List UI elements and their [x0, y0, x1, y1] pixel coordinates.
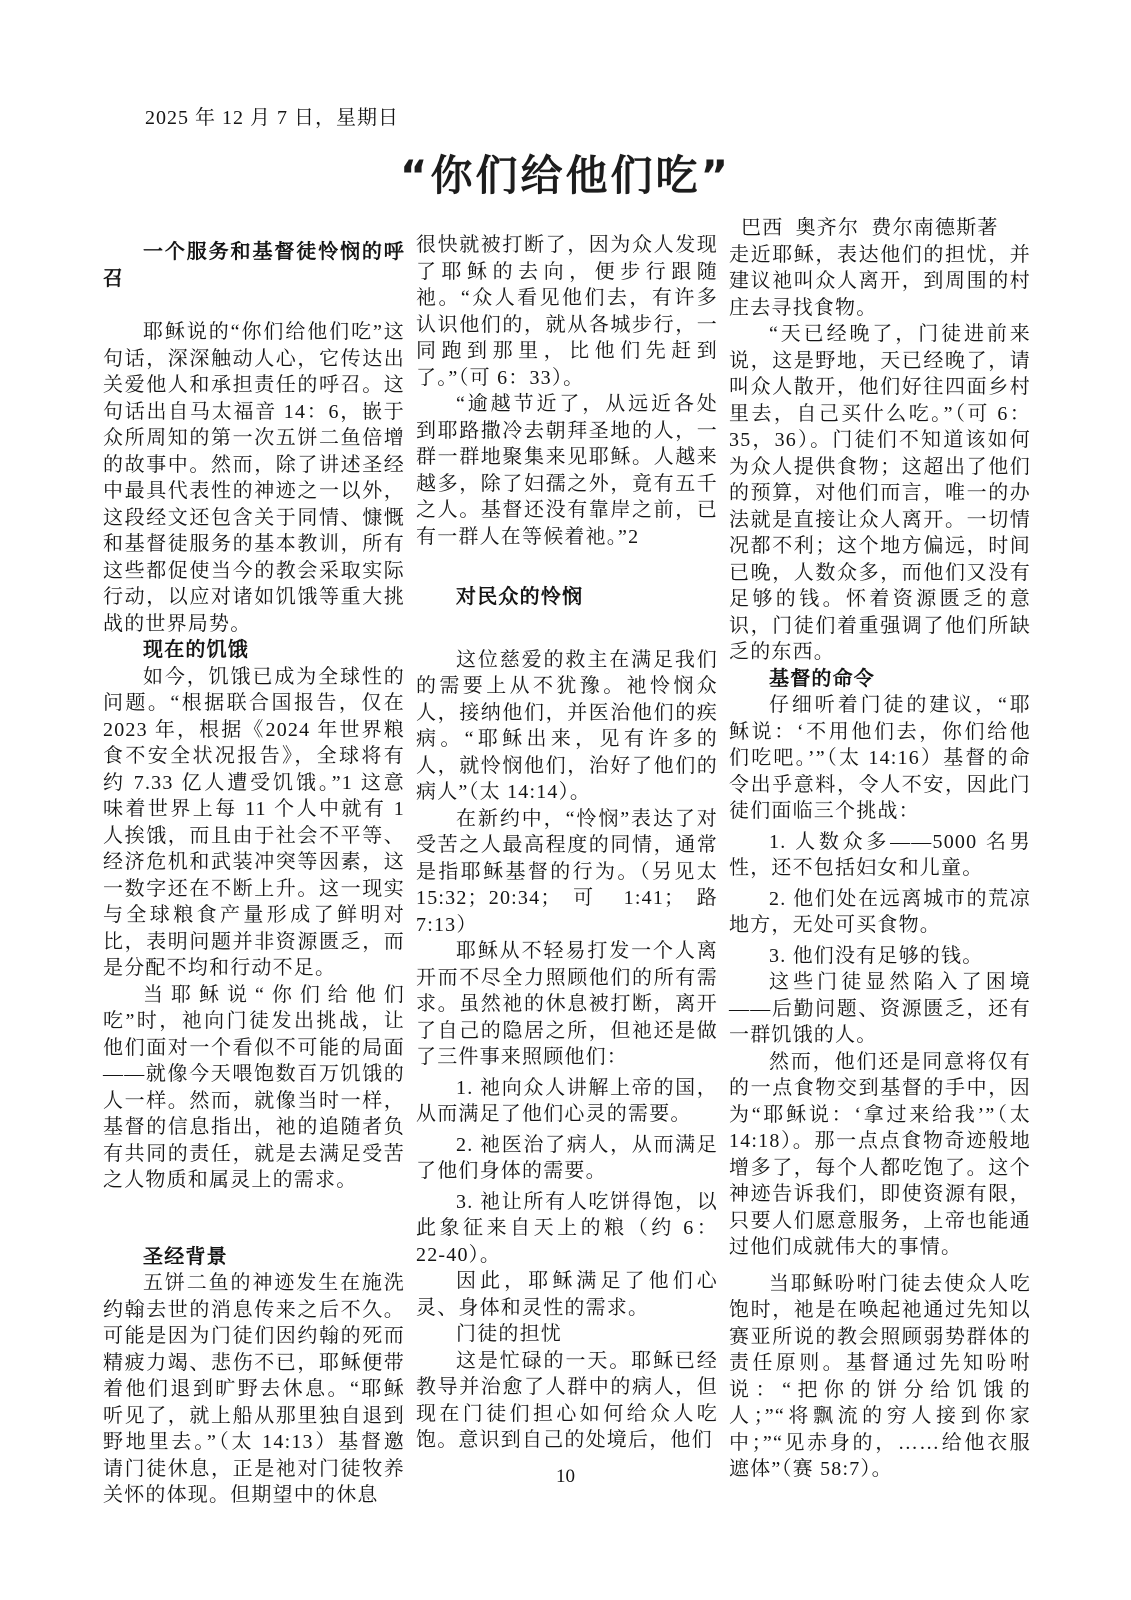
paragraph: 耶稣从不轻易打发一个人离开而不尽全力照顾他们的所有需求。虽然祂的休息被打断，离开了自己的隐居之所，但祂还是做了三件事来照顾他们： [416, 940, 718, 1068]
section-heading: 基督的命令 [769, 667, 875, 690]
section-heading: 现在的饥饿 [143, 639, 249, 661]
article-title: “你们给他们吃” [399, 151, 732, 200]
paragraph: 仔细听着门徒的建议，“耶稣说：‘不用他们去，你们给他们吃吧。’”（太 14:16）基督的命令出乎意料，令人不安，因此门徒们面临三个挑战： [729, 694, 1031, 822]
paragraph: 当耶稣说“你们给他们吃”时，祂向门徒发出挑战，让他们面对一个看似不可能的局面——就像今天喂饱数百万饥饿的人一样。然而，就像当时一样，基督的信息指出，祂的追随者负有共同的责任，就是去满足受苦之人物质和属灵上的需求。 [103, 983, 405, 1191]
numbered-item: 2. 祂医治了病人，从而满足了他们身体的需要。 [416, 1133, 718, 1182]
section-heading: 对民众的怜悯 [456, 586, 584, 608]
paragraph: 如今，饥饿已成为全球性的问题。“根据联合国报告，仅在 2023 年，根据《2024 年世界粮食不安全状况报告》，全球将有约 7.33 亿人遭受饥饿。”1 这意味着世界上每 11 个人中就有 1 人挨饿，而且由于社会不平等、经济危机和武装冲突等因素，这一数字还在不断上升。这一现实与全球粮食产量形成了鲜明对比，表明问题并非资源匮乏，而是分配不均和行动不足。 [103, 665, 405, 979]
paragraph: 当耶稣吩咐门徒去使众人吃饱时，祂是在唤起祂通过先知以赛亚所说的教会照顾弱势群体的责任原则。基督通过先知吩咐说：“把你的饼分给饥饿的人；”“将飘流的穷人接到你家中；”“见赤身的，……给他衣服遮体”（赛 58:7）。 [729, 1272, 1031, 1480]
numbered-item: 3. 祂让所有人吃饼得饱，以此象征来自天上的粮（约 6：22-40）。 [416, 1190, 718, 1266]
paragraph: “逾越节近了，从远近各处到耶路撒冷去朝拜圣地的人，一群一群地聚集来见耶稣。人越来越多，除了妇孺之外，竟有五千之人。基督还没有靠岸之前，已有一群人在等候着祂。”2 [416, 393, 718, 548]
paragraph: 这是忙碌的一天。耶稣已经教导并治愈了人群中的病人，但现在门徒们担心如何给众人吃饱。意识到自己的处境后，他们 [416, 1349, 718, 1451]
article-column-1 [103, 215, 405, 1509]
document-date: 2025 年 12 月 7 日，星期日 [145, 107, 399, 129]
article-column-2 [416, 215, 718, 1454]
article-body [103, 215, 1030, 1509]
paragraph: 耶稣说的“你们给他们吃”这句话，深深触动人心，它传达出关爱他人和承担责任的呼召。这句话出自马太福音 14：6，嵌于众所周知的第一次五饼二鱼倍增的故事中。然而，除了讲述圣经中最具代表性的神迹之一以外，这段经文还包含关于同情、慷慨和基督徒服务的基本教训，所有这些都促使当今的教会采取实际行动，以应对诸如饥饿等重大挑战的世界局势。 [103, 321, 405, 635]
numbered-item: 1. 祂向众人讲解上帝的国，从而满足了他们心灵的需要。 [416, 1076, 718, 1125]
page-number: 10 [556, 1466, 575, 1487]
numbered-item: 2. 他们处在远离城市的荒凉地方，无处可买食物。 [729, 887, 1031, 936]
paragraph: 这些门徒显然陷入了困境——后勤问题、资源匮乏，还有一群饥饿的人。 [729, 971, 1031, 1046]
numbered-item: 3. 他们没有足够的钱。 [769, 944, 984, 967]
article-column-3 [729, 215, 1031, 1483]
section-heading: 一个服务和基督徒怜悯的呼召 [103, 241, 405, 290]
paragraph: 走近耶稣，表达他们的担忧，并建议祂叫众人离开，到周围的村庄去寻找食物。 [729, 243, 1031, 319]
paragraph: 在新约中，“怜悯”表达了对受苦之人最高程度的同情，通常是指耶稣基督的行为。（另见太 15:32；20:34；可 1:41；路 7:13） [416, 807, 718, 936]
paragraph: 这位慈爱的救主在满足我们的需要上从不犹豫。祂怜悯众人，接纳他们，并医治他们的疾病。“耶稣出来，见有许多的人，就怜悯他们，治好了他们的病人”（太 14:14）。 [416, 648, 718, 803]
paragraph: 很快就被打断了，因为众人发现了耶稣的去向，便步行跟随祂。“众人看见他们去，有许多认识他们的，就从各城步行，一同跑到那里，比他们先赶到了。”（可 6：33）。 [416, 234, 718, 389]
section-heading: 圣经背景 [143, 1245, 228, 1268]
paragraph: 然而，他们还是同意将仅有的一点食物交到基督的手中，因为“耶稣说：‘拿过来给我’”（太 14:18）。那一点点食物奇迹般地增多了，每个人都吃饱了。这个神迹告诉我们，即使资源有限，只要人们愿意服务，上帝也能通过他们成就伟大的事情。 [729, 1050, 1031, 1258]
numbered-item: 1. 人数众多——5000 名男性，还不包括妇女和儿童。 [729, 830, 1031, 879]
byline: 巴西 奥齐尔 费尔南德斯著 [741, 217, 999, 239]
paragraph: “天已经晚了，门徒进前来说，这是野地，天已经晚了，请叫众人散开，他们好往四面乡村里去，自己买什么吃。”（可 6：35，36）。门徒们不知道该如何为众人提供食物；这超出了他们的预算，对他们而言，唯一的办法就是直接让众人离开。一切情况都不利；这个地方偏远，时间已晚，人数众多，而他们又没有足够的钱。怀着资源匮乏的意识，门徒们着重强调了他们所缺乏的东西。 [729, 323, 1031, 663]
paragraph: 因此，耶稣满足了他们心灵、身体和灵性的需求。 [416, 1270, 718, 1319]
paragraph: 五饼二鱼的神迹发生在施洗约翰去世的消息传来之后不久。可能是因为门徒们因约翰的死而精疲力竭、悲伤不已，耶稣便带着他们退到旷野去休息。“耶稣听见了，就上船从那里独自退到野地里去。”（太 14:13）基督邀请门徒休息，正是祂对门徒牧养关怀的体现。但期望中的休息 [103, 1272, 405, 1506]
subheading: 门徒的担忧 [456, 1323, 562, 1345]
